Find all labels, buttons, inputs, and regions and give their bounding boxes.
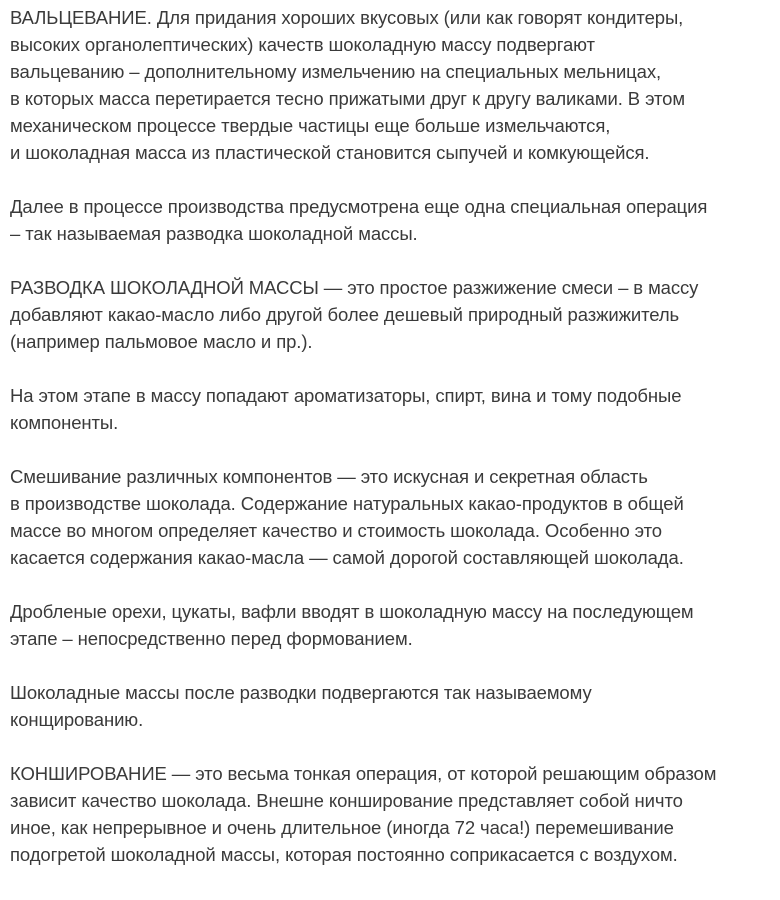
paragraph-razvodka [10, 274, 770, 355]
text-line: зависит качество шоколада. Внешне конширование представляет собой ничто [10, 790, 683, 811]
text-line: этапе – непосредственно перед формованием. [10, 628, 413, 649]
text-line: механическом процессе твердые частицы еще больше измельчаются, [10, 115, 611, 136]
paragraph-valtsevanie [10, 4, 770, 166]
document-body [10, 4, 770, 895]
text-line: добавляют какао-масло либо другой более дешевый природный разжижитель [10, 304, 680, 325]
text-line: Дробленые орехи, цукаты, вафли вводят в шоколадную массу на последующем [10, 601, 694, 622]
text-line: в производстве шоколада. Содержание натуральных какао-продуктов в общей [10, 493, 684, 514]
paragraph-conching-intro [10, 679, 770, 733]
text-line: Смешивание различных компонентов — это искусная и секретная область [10, 466, 648, 487]
text-line: РАЗВОДКА ШОКОЛАДНОЙ МАССЫ — это простое разжижение смеси – в массу [10, 277, 699, 298]
text-line: ВАЛЬЦЕВАНИЕ. Для придания хороших вкусовых (или как говорят кондитеры, [10, 7, 684, 28]
paragraph-conching [10, 760, 770, 868]
paragraph-nuts [10, 598, 770, 652]
text-line: высоких органолептических) качеств шоколадную массу подвергают [10, 34, 595, 55]
text-line: иное, как непрерывное и очень длительное (иногда 72 часа!) перемешивание [10, 817, 674, 838]
text-line: и шоколадная масса из пластической становится сыпучей и комкующейся. [10, 142, 650, 163]
text-line: подогретой шоколадной массы, которая постоянно соприкасается с воздухом. [10, 844, 678, 865]
text-line: (например пальмовое масло и пр.). [10, 331, 313, 352]
text-line: в которых масса перетирается тесно прижатыми друг к другу валиками. В этом [10, 88, 685, 109]
text-line: касается содержания какао-масла — самой дорогой составляющей шоколада. [10, 547, 684, 568]
paragraph-flavorings [10, 382, 770, 436]
text-line: На этом этапе в массу попадают ароматизаторы, спирт, вина и тому подобные [10, 385, 682, 406]
text-line: массе во многом определяет качество и стоимость шоколада. Особенно это [10, 520, 662, 541]
text-line: Шоколадные массы после разводки подвергаются так называемому [10, 682, 592, 703]
paragraph-mixing [10, 463, 770, 571]
text-line: вальцеванию – дополнительному измельчению на специальных мельницах, [10, 61, 662, 82]
text-line: – так называемая разводка шоколадной массы. [10, 223, 418, 244]
text-line: компоненты. [10, 412, 119, 433]
text-line: КОНШИРОВАНИЕ — это весьма тонкая операция, от которой решающим образом [10, 763, 717, 784]
paragraph-next-operation [10, 193, 770, 247]
text-line: конщированию. [10, 709, 144, 730]
text-line: Далее в процессе производства предусмотрена еще одна специальная операция [10, 196, 708, 217]
